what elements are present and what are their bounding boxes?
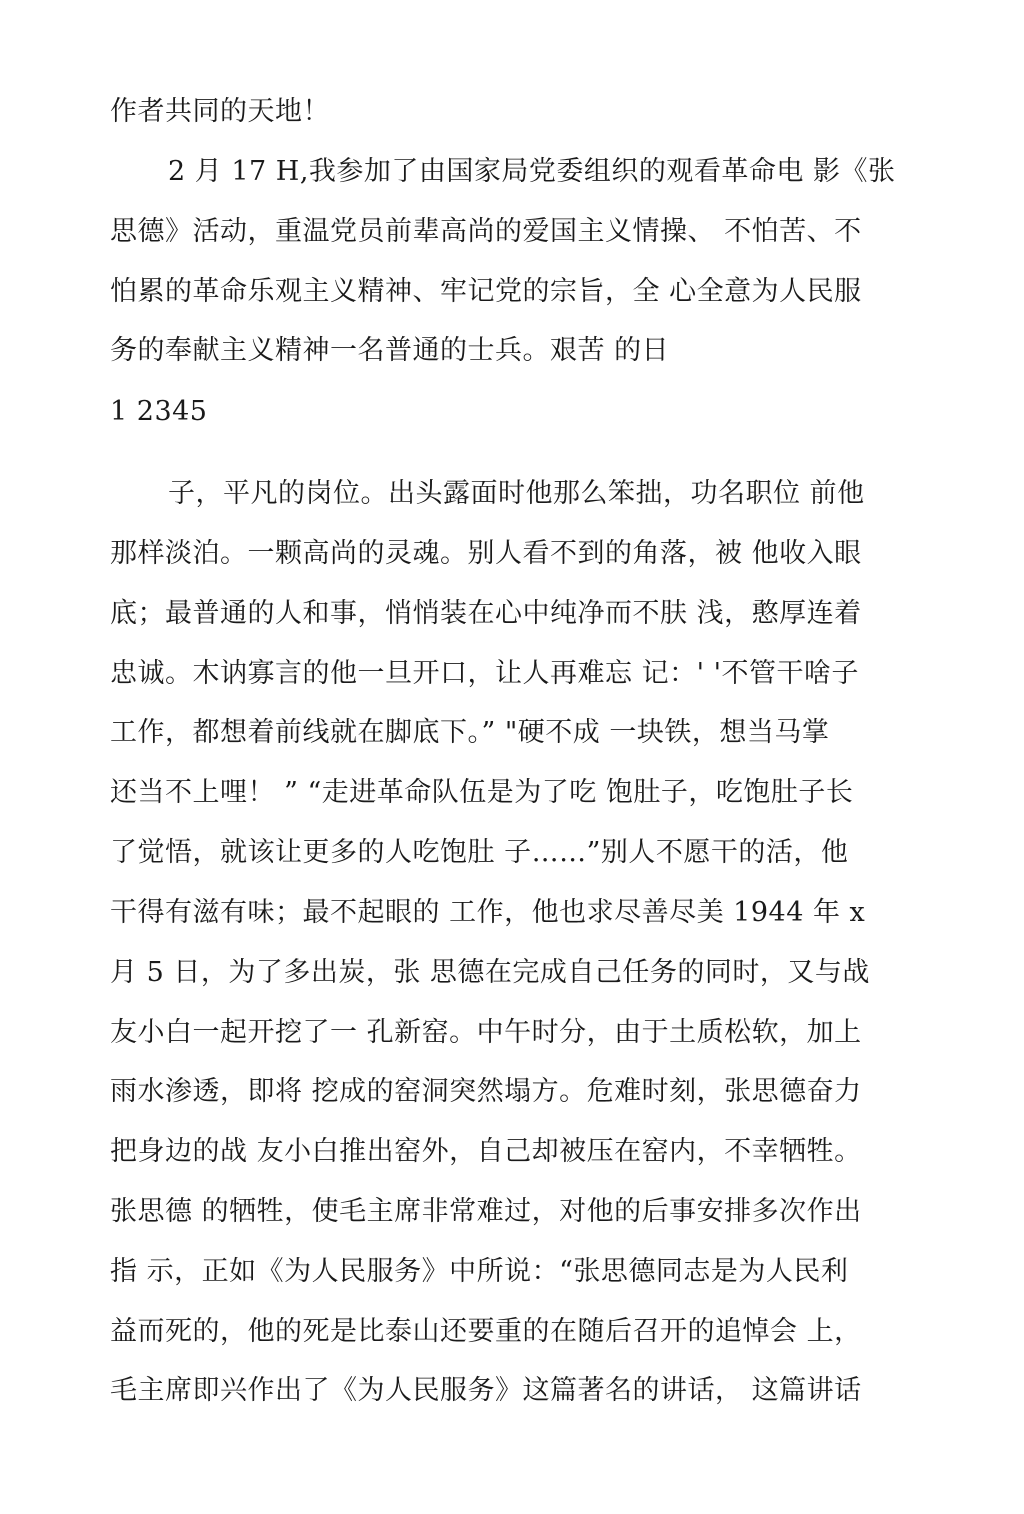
- paragraph-start-line: 2 月 17 H,我参加了由国家局党委组织的观看革命电 影《张: [168, 156, 896, 187]
- text-line: 把身边的战 友小白推出窑外，自己却被压在窑内，不幸牺牲。: [110, 1136, 862, 1167]
- text-line: 思德》活动，重温党员前辈高尚的爱国主义情操、 不怕苦、不: [110, 216, 862, 247]
- text-line: 张思德 的牺牲，使毛主席非常难过，对他的后事安排多次作出: [110, 1196, 862, 1227]
- text-line: 作者共同的天地！: [110, 96, 330, 127]
- paragraph-start-line: 子，平凡的岗位。出头露面时他那么笨拙，功名职位 前他: [168, 478, 865, 509]
- page-number-line: 1 2345: [110, 396, 208, 427]
- text-line: 了觉悟，就该让更多的人吃饱肚 子……”别人不愿干的活，他: [110, 837, 849, 868]
- text-line: 毛主席即兴作出了《为人民服务》这篇著名的讲话， 这篇讲话: [110, 1375, 862, 1406]
- text-line: 还当不上哩！ ” “走进革命队伍是为了吃 饱肚子，吃饱肚子长: [110, 777, 854, 808]
- text-line: 月 5 日，为了多出炭，张 思德在完成自己任务的同时，又与战: [110, 957, 870, 988]
- text-line: 干得有滋有味；最不起眼的 工作，他也求尽善尽美 1944 年 x: [110, 897, 866, 928]
- text-line: 底；最普通的人和事，悄悄装在心中纯净而不肤 浅，憨厚连着: [110, 598, 862, 629]
- text-line: 忠诚。木讷寡言的他一旦开口，让人再难忘 记：' '不管干啥子: [110, 658, 860, 689]
- text-line: 指 示，正如《为人民服务》中所说：“张思德同志是为人民利: [110, 1256, 849, 1287]
- text-line: 益而死的，他的死是比泰山还要重的在随后召开的追悼会 上，: [110, 1316, 862, 1347]
- text-line: 工作，都想着前线就在脚底下。” "硬不成 一块铁，想当马掌: [110, 717, 830, 748]
- text-line: 友小白一起开挖了一 孔新窑。中午时分，由于土质松软，加上: [110, 1017, 862, 1048]
- text-line: 务的奉献主义精神一名普通的士兵。艰苦 的日: [110, 335, 670, 366]
- text-line: 怕累的革命乐观主义精神、牢记党的宗旨，全 心全意为人民服: [110, 276, 862, 307]
- text-line: 雨水渗透，即将 挖成的窑洞突然塌方。危难时刻，张思德奋力: [110, 1076, 862, 1107]
- text-line: 那样淡泊。一颗高尚的灵魂。别人看不到的角落，被 他收入眼: [110, 538, 862, 569]
